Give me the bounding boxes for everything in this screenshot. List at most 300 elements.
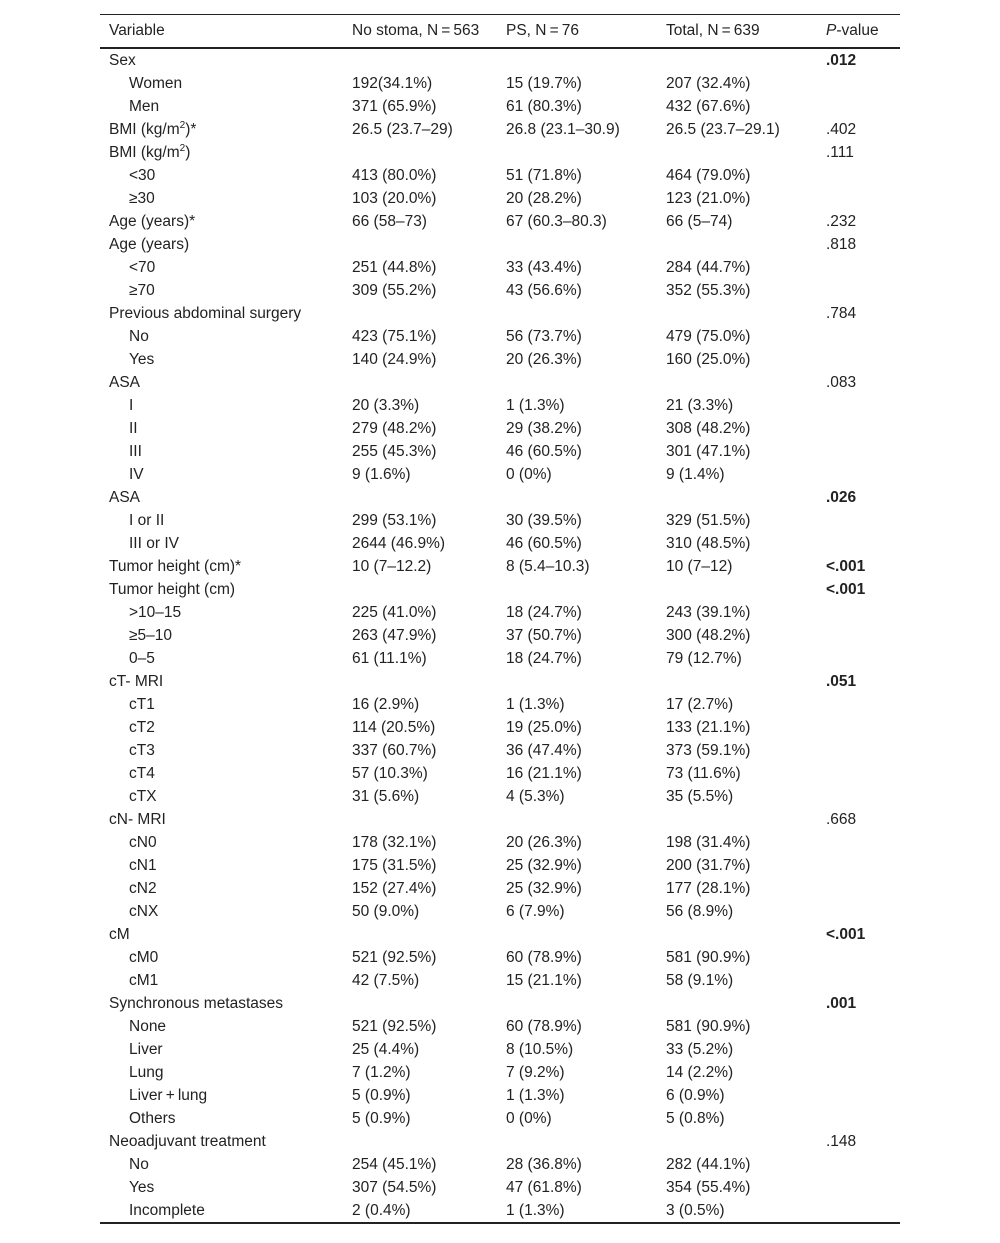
row-variable-label [100, 1130, 343, 1153]
cell-p-value [817, 854, 900, 877]
cell-total: 58 (9.1%) [666, 972, 734, 989]
cell-p-value [817, 762, 900, 785]
cell-no-stoma: 175 (31.5%) [352, 857, 437, 874]
cell-p-value [817, 348, 900, 371]
cell-total [657, 1130, 817, 1153]
row-variable-label [100, 233, 343, 256]
cell-total: 198 (31.4%) [666, 834, 751, 851]
row-variable-label [100, 670, 343, 693]
cell-ps [497, 486, 657, 509]
cell-no-stoma [343, 923, 497, 946]
table-row [100, 1199, 900, 1223]
row-label-text: Lung [129, 1064, 164, 1081]
row-label-text: 0–5 [129, 650, 155, 667]
row-variable-label [100, 1176, 343, 1199]
cell-ps: 36 (47.4%) [506, 742, 582, 759]
cell-p-value [817, 946, 900, 969]
header-row [100, 15, 900, 49]
row-label-text: Others [129, 1110, 176, 1127]
row-variable-label [100, 1199, 343, 1223]
row-label-superscript: 2 [179, 119, 186, 131]
row-variable-label [100, 72, 343, 95]
cell-p-value [817, 900, 900, 923]
cell-ps [497, 1130, 657, 1153]
row-variable-label [100, 831, 343, 854]
cell-no-stoma [343, 371, 497, 394]
cell-no-stoma [343, 992, 497, 1015]
row-label-text: cN0 [129, 834, 157, 851]
row-variable-label [100, 693, 343, 716]
row-label-text: Neoadjuvant treatment [109, 1133, 266, 1150]
cell-p-value [817, 417, 900, 440]
table-row [100, 325, 900, 348]
cell-total [657, 578, 817, 601]
cell-ps [497, 808, 657, 831]
cell-no-stoma: 25 (4.4%) [352, 1041, 420, 1058]
cell-total: 282 (44.1%) [666, 1156, 751, 1173]
cell-ps [497, 233, 657, 256]
cell-no-stoma [343, 486, 497, 509]
row-variable-label [100, 647, 343, 670]
cell-p-value: .818 [826, 236, 857, 253]
cell-ps [497, 371, 657, 394]
cell-ps: 15 (21.1%) [506, 972, 582, 989]
row-variable-label [100, 601, 343, 624]
row-variable-label [100, 348, 343, 371]
cell-no-stoma: 423 (75.1%) [352, 328, 437, 345]
row-label-text: IV [129, 466, 144, 483]
row-label-text: BMI (kg/m [109, 121, 180, 138]
row-variable-label [100, 141, 343, 164]
cell-no-stoma [343, 808, 497, 831]
cell-total: 310 (48.5%) [666, 535, 751, 552]
table-row [100, 95, 900, 118]
cell-no-stoma: 337 (60.7%) [352, 742, 437, 759]
cell-p-value [817, 1153, 900, 1176]
row-label-text: III [129, 443, 142, 460]
table-row [100, 48, 900, 72]
table-row [100, 831, 900, 854]
cell-ps: 47 (61.8%) [506, 1179, 582, 1196]
cell-no-stoma: 371 (65.9%) [352, 98, 437, 115]
baseline-characteristics-table-container [100, 14, 900, 1224]
cell-total [657, 141, 817, 164]
cell-ps: 25 (32.9%) [506, 857, 582, 874]
cell-no-stoma [343, 141, 497, 164]
cell-no-stoma: 309 (55.2%) [352, 282, 437, 299]
cell-no-stoma: 279 (48.2%) [352, 420, 437, 437]
table-row [100, 624, 900, 647]
cell-no-stoma: 254 (45.1%) [352, 1156, 437, 1173]
table-row [100, 900, 900, 923]
cell-no-stoma: 307 (54.5%) [352, 1179, 437, 1196]
header-variable: Variable [109, 22, 165, 39]
cell-p-value [817, 739, 900, 762]
cell-total: 243 (39.1%) [666, 604, 751, 621]
cell-total [657, 923, 817, 946]
cell-total: 35 (5.5%) [666, 788, 734, 805]
row-label-text: ≥70 [129, 282, 155, 299]
row-label-text: cM [109, 926, 130, 943]
row-variable-label [100, 808, 343, 831]
table-row [100, 923, 900, 946]
row-label-text: cM0 [129, 949, 159, 966]
cell-ps: 43 (56.6%) [506, 282, 582, 299]
cell-ps: 46 (60.5%) [506, 535, 582, 552]
row-label-text: cT4 [129, 765, 155, 782]
row-label-suffix: ) [185, 144, 191, 161]
table-row [100, 1107, 900, 1130]
cell-ps [497, 302, 657, 325]
cell-p-value [817, 601, 900, 624]
row-label-text: None [129, 1018, 167, 1035]
row-label-text: cT3 [129, 742, 155, 759]
cell-p-value: .668 [826, 811, 857, 828]
cell-p-value [817, 1084, 900, 1107]
cell-total [657, 670, 817, 693]
row-variable-label [100, 48, 343, 72]
cell-p-value: .083 [826, 374, 857, 391]
header-no-stoma: No stoma, N = 563 [352, 22, 480, 39]
cell-p-value [817, 647, 900, 670]
cell-total: 123 (21.0%) [666, 190, 751, 207]
table-row [100, 164, 900, 187]
cell-p-value: .051 [826, 673, 857, 690]
cell-p-value [817, 969, 900, 992]
cell-ps: 26.8 (23.1–30.9) [506, 121, 620, 138]
cell-total: 133 (21.1%) [666, 719, 751, 736]
cell-p-value: .402 [826, 121, 857, 138]
cell-ps: 61 (80.3%) [506, 98, 582, 115]
row-label-text: cN- MRI [109, 811, 166, 828]
cell-total: 300 (48.2%) [666, 627, 751, 644]
cell-no-stoma: 152 (27.4%) [352, 880, 437, 897]
cell-ps: 37 (50.7%) [506, 627, 582, 644]
row-variable-label [100, 371, 343, 394]
cell-total: 373 (59.1%) [666, 742, 751, 759]
row-variable-label [100, 785, 343, 808]
cell-p-value [817, 95, 900, 118]
row-label-text: <70 [129, 259, 156, 276]
row-label-text: ASA [109, 489, 141, 506]
cell-total: 581 (90.9%) [666, 949, 751, 966]
cell-no-stoma: 61 (11.1%) [352, 650, 427, 667]
cell-no-stoma: 413 (80.0%) [352, 167, 437, 184]
row-variable-label [100, 716, 343, 739]
row-variable-label [100, 923, 343, 946]
cell-ps: 30 (39.5%) [506, 512, 582, 529]
cell-no-stoma: 114 (20.5%) [352, 719, 436, 736]
cell-no-stoma: 31 (5.6%) [352, 788, 420, 805]
cell-no-stoma: 263 (47.9%) [352, 627, 437, 644]
row-label-text: I or II [129, 512, 165, 529]
cell-no-stoma: 178 (32.1%) [352, 834, 437, 851]
cell-no-stoma: 521 (92.5%) [352, 949, 437, 966]
cell-ps: 18 (24.7%) [506, 650, 582, 667]
table-row [100, 555, 900, 578]
cell-total [657, 302, 817, 325]
cell-no-stoma [343, 1130, 497, 1153]
row-label-text: Liver + lung [129, 1087, 208, 1104]
table-row [100, 1015, 900, 1038]
cell-ps: 19 (25.0%) [506, 719, 582, 736]
row-label-text: No [129, 1156, 149, 1173]
cell-p-value [817, 187, 900, 210]
row-variable-label [100, 532, 343, 555]
row-variable-label [100, 463, 343, 486]
cell-no-stoma: 521 (92.5%) [352, 1018, 437, 1035]
cell-total: 581 (90.9%) [666, 1018, 751, 1035]
cell-p-value [817, 440, 900, 463]
cell-total: 17 (2.7%) [666, 696, 734, 713]
table-row [100, 739, 900, 762]
cell-no-stoma: 192(34.1%) [352, 75, 433, 92]
cell-total: 200 (31.7%) [666, 857, 751, 874]
row-variable-label [100, 486, 343, 509]
row-label-text: Synchronous metastases [109, 995, 284, 1012]
row-variable-label [100, 877, 343, 900]
row-variable-label [100, 739, 343, 762]
row-variable-label [100, 1061, 343, 1084]
row-label-text: III or IV [129, 535, 179, 552]
cell-p-value [817, 1038, 900, 1061]
cell-p-value [817, 1176, 900, 1199]
table-row [100, 1176, 900, 1199]
table-row [100, 854, 900, 877]
table-row [100, 279, 900, 302]
cell-ps: 7 (9.2%) [506, 1064, 565, 1081]
cell-ps: 28 (36.8%) [506, 1156, 582, 1173]
table-row [100, 532, 900, 555]
row-label-superscript: 2 [179, 142, 186, 154]
cell-no-stoma [343, 578, 497, 601]
cell-total: 3 (0.5%) [666, 1202, 725, 1219]
cell-total: 33 (5.2%) [666, 1041, 734, 1058]
table-row [100, 1130, 900, 1153]
row-label-text: I [129, 397, 134, 414]
cell-total: 9 (1.4%) [666, 466, 725, 483]
row-variable-label [100, 279, 343, 302]
cell-ps: 1 (1.3%) [506, 397, 565, 414]
cell-ps: 20 (26.3%) [506, 351, 582, 368]
cell-p-value: .001 [826, 995, 857, 1012]
row-variable-label [100, 946, 343, 969]
table-row [100, 1061, 900, 1084]
cell-no-stoma: 5 (0.9%) [352, 1087, 411, 1104]
row-label-text: cN1 [129, 857, 157, 874]
cell-ps [497, 141, 657, 164]
table-row [100, 992, 900, 1015]
cell-ps: 29 (38.2%) [506, 420, 582, 437]
row-variable-label [100, 762, 343, 785]
cell-total: 464 (79.0%) [666, 167, 751, 184]
cell-ps: 18 (24.7%) [506, 604, 582, 621]
row-variable-label [100, 624, 343, 647]
row-variable-label [100, 440, 343, 463]
row-label-text: cTX [129, 788, 157, 805]
cell-total: 301 (47.1%) [666, 443, 751, 460]
cell-no-stoma: 7 (1.2%) [352, 1064, 411, 1081]
row-label-text: Incomplete [129, 1202, 205, 1219]
cell-p-value [817, 325, 900, 348]
row-label-text: Yes [129, 1179, 155, 1196]
table-body [100, 48, 900, 1223]
cell-total: 284 (44.7%) [666, 259, 751, 276]
cell-total: 21 (3.3%) [666, 397, 734, 414]
cell-ps [497, 670, 657, 693]
row-label-text: cT2 [129, 719, 155, 736]
table-row [100, 808, 900, 831]
cell-p-value [817, 693, 900, 716]
cell-no-stoma [343, 233, 497, 256]
cell-total: 308 (48.2%) [666, 420, 751, 437]
cell-p-value [817, 164, 900, 187]
cell-total: 66 (5–74) [666, 213, 733, 230]
row-variable-label [100, 555, 343, 578]
table-row [100, 647, 900, 670]
header-total: Total, N = 639 [666, 22, 760, 39]
table-row [100, 509, 900, 532]
table-row [100, 969, 900, 992]
table-row [100, 486, 900, 509]
cell-total: 329 (51.5%) [666, 512, 751, 529]
row-variable-label [100, 854, 343, 877]
row-label-text: Tumor height (cm) [109, 581, 236, 598]
cell-ps: 1 (1.3%) [506, 696, 565, 713]
cell-total: 354 (55.4%) [666, 1179, 751, 1196]
baseline-characteristics-table [100, 14, 900, 1224]
row-variable-label [100, 417, 343, 440]
cell-total: 73 (11.6%) [666, 765, 741, 782]
row-label-text: ≥30 [129, 190, 155, 207]
cell-no-stoma: 299 (53.1%) [352, 512, 437, 529]
cell-no-stoma: 103 (20.0%) [352, 190, 437, 207]
cell-no-stoma: 10 (7–12.2) [352, 558, 432, 575]
cell-p-value: .111 [826, 144, 854, 161]
cell-no-stoma: 16 (2.9%) [352, 696, 420, 713]
table-row [100, 256, 900, 279]
cell-total: 56 (8.9%) [666, 903, 734, 920]
row-label-suffix: )* [185, 121, 197, 138]
cell-no-stoma: 42 (7.5%) [352, 972, 420, 989]
cell-ps: 20 (26.3%) [506, 834, 582, 851]
cell-no-stoma: 251 (44.8%) [352, 259, 437, 276]
cell-p-value [817, 72, 900, 95]
cell-total: 432 (67.6%) [666, 98, 751, 115]
cell-ps: 60 (78.9%) [506, 949, 582, 966]
row-label-text: Age (years)* [109, 213, 196, 230]
table-row [100, 463, 900, 486]
cell-p-value [817, 785, 900, 808]
cell-p-value [817, 532, 900, 555]
header-ps: PS, N = 76 [506, 22, 579, 39]
cell-ps: 0 (0%) [506, 466, 552, 483]
row-variable-label [100, 969, 343, 992]
table-row [100, 1153, 900, 1176]
table-row [100, 601, 900, 624]
cell-ps [497, 48, 657, 72]
row-variable-label [100, 1107, 343, 1130]
row-label-text: Sex [109, 52, 136, 69]
cell-p-value [817, 1061, 900, 1084]
cell-no-stoma: 20 (3.3%) [352, 397, 420, 414]
cell-total [657, 48, 817, 72]
cell-ps: 8 (10.5%) [506, 1041, 574, 1058]
table-row [100, 785, 900, 808]
cell-no-stoma: 26.5 (23.7–29) [352, 121, 453, 138]
table-row [100, 417, 900, 440]
cell-p-value [817, 877, 900, 900]
cell-p-value: <.001 [826, 581, 866, 598]
table-row [100, 210, 900, 233]
cell-p-value: <.001 [826, 926, 866, 943]
cell-p-value [817, 1107, 900, 1130]
table-row [100, 578, 900, 601]
row-label-text: Women [129, 75, 183, 92]
cell-ps: 4 (5.3%) [506, 788, 565, 805]
cell-ps: 8 (5.4–10.3) [506, 558, 590, 575]
row-variable-label [100, 302, 343, 325]
row-variable-label [100, 95, 343, 118]
table-row [100, 348, 900, 371]
table-header [100, 15, 900, 49]
table-row [100, 877, 900, 900]
cell-ps: 1 (1.3%) [506, 1087, 565, 1104]
cell-p-value: .784 [826, 305, 857, 322]
table-row [100, 302, 900, 325]
row-label-text: Previous abdominal surgery [109, 305, 302, 322]
table-row [100, 187, 900, 210]
cell-p-value [817, 1015, 900, 1038]
row-label-text: Men [129, 98, 160, 115]
cell-ps [497, 578, 657, 601]
cell-p-value [817, 256, 900, 279]
table-row [100, 233, 900, 256]
row-label-text: No [129, 328, 149, 345]
cell-total: 5 (0.8%) [666, 1110, 725, 1127]
cell-no-stoma: 9 (1.6%) [352, 466, 411, 483]
cell-p-value [817, 716, 900, 739]
cell-no-stoma: 50 (9.0%) [352, 903, 420, 920]
row-variable-label [100, 1038, 343, 1061]
cell-ps: 56 (73.7%) [506, 328, 582, 345]
table-row [100, 371, 900, 394]
row-variable-label [100, 325, 343, 348]
row-variable-label [100, 210, 343, 233]
cell-ps: 46 (60.5%) [506, 443, 582, 460]
table-row [100, 141, 900, 164]
cell-p-value [817, 1199, 900, 1223]
header-p-value-italic: P [826, 22, 837, 39]
header-p-value [817, 15, 900, 49]
row-label-text: Liver [129, 1041, 163, 1058]
row-label-text: ≥5–10 [129, 627, 172, 644]
row-label-text: cM1 [129, 972, 159, 989]
row-variable-label [100, 256, 343, 279]
cell-p-value: .148 [826, 1133, 857, 1150]
row-label-text: Age (years) [109, 236, 190, 253]
cell-ps: 67 (60.3–80.3) [506, 213, 607, 230]
table-row [100, 716, 900, 739]
cell-ps: 20 (28.2%) [506, 190, 582, 207]
table-row [100, 1038, 900, 1061]
row-variable-label [100, 900, 343, 923]
cell-total [657, 992, 817, 1015]
cell-p-value [817, 831, 900, 854]
cell-total: 479 (75.0%) [666, 328, 751, 345]
row-variable-label [100, 118, 343, 141]
row-label-text: cT- MRI [109, 673, 164, 690]
